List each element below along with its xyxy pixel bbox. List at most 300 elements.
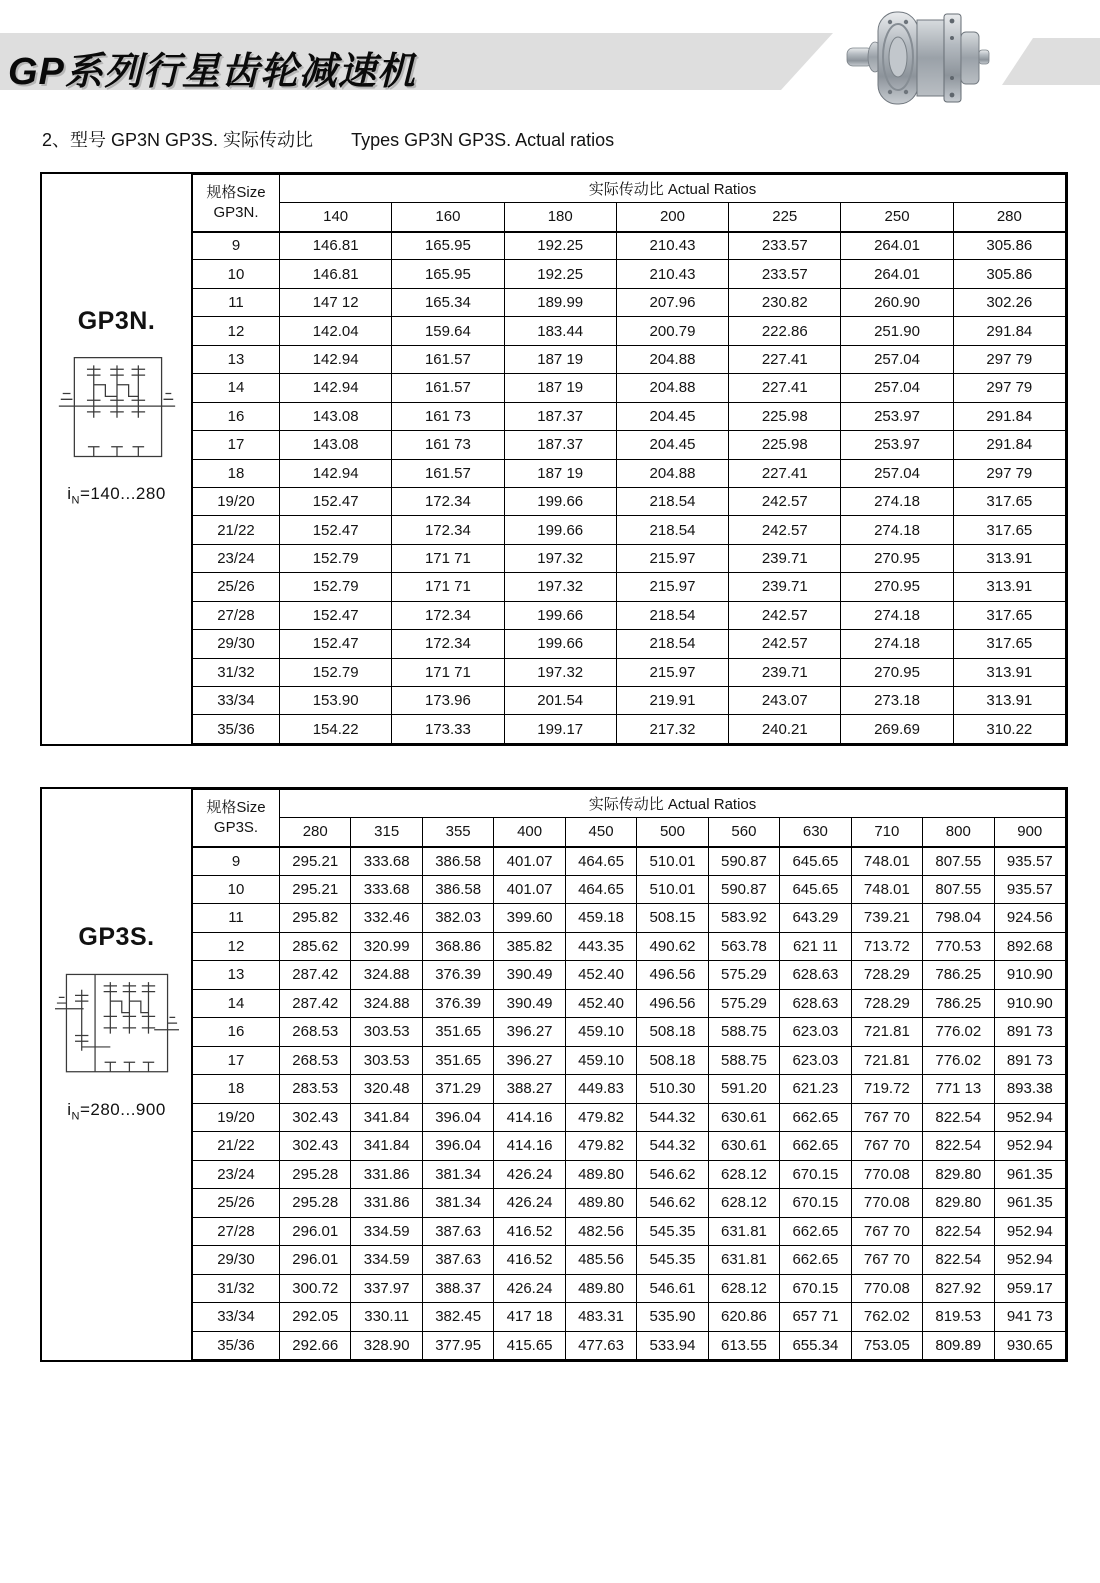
ratio-cell: 822.54 xyxy=(923,1217,994,1246)
ratio-cell: 891 73 xyxy=(994,1018,1065,1047)
ratio-cell: 728.29 xyxy=(851,989,922,1018)
ratio-cell: 295.21 xyxy=(280,875,351,904)
ratio-cell: 341.84 xyxy=(351,1132,422,1161)
size-cell: 11 xyxy=(193,904,280,933)
ratio-cell: 285.62 xyxy=(280,932,351,961)
ratio-cell: 961.35 xyxy=(994,1160,1065,1189)
ratio-cell: 479.82 xyxy=(565,1103,636,1132)
ratio-cell: 251.90 xyxy=(841,317,953,345)
ratio-cell: 283.53 xyxy=(280,1075,351,1104)
ratio-cell: 204.88 xyxy=(616,345,728,373)
ratio-cell: 324.88 xyxy=(351,989,422,1018)
ratio-cell: 510.30 xyxy=(637,1075,708,1104)
ratio-cell: 253.97 xyxy=(841,431,953,459)
size-cell: 33/34 xyxy=(193,1303,280,1332)
ratio-cell: 310.22 xyxy=(953,715,1065,744)
ratio-cell: 459.10 xyxy=(565,1018,636,1047)
size-cell: 17 xyxy=(193,431,280,459)
size-cell: 14 xyxy=(193,989,280,1018)
ratio-cell: 510.01 xyxy=(637,875,708,904)
ratio-cell: 239.71 xyxy=(729,658,841,686)
size-cell: 12 xyxy=(193,317,280,345)
ratio-cell: 153.90 xyxy=(280,687,392,715)
size-cell: 18 xyxy=(193,459,280,487)
table-row xyxy=(193,573,1066,601)
size-cell: 27/28 xyxy=(193,1217,280,1246)
ratio-cell: 485.56 xyxy=(565,1246,636,1275)
size-cell: 13 xyxy=(193,345,280,373)
ratio-cell: 959.17 xyxy=(994,1274,1065,1303)
ratio-cell: 770.08 xyxy=(851,1160,922,1189)
ratio-column-header: 355 xyxy=(422,818,493,847)
size-cell: 27/28 xyxy=(193,601,280,629)
ratio-column-header: 315 xyxy=(351,818,422,847)
ratio-cell: 809.89 xyxy=(923,1331,994,1360)
ratio-cell: 243.07 xyxy=(729,687,841,715)
ratio-cell: 655.34 xyxy=(780,1331,851,1360)
ratio-cell: 827.92 xyxy=(923,1274,994,1303)
ratio-cell: 143.08 xyxy=(280,431,392,459)
size-cell: 29/30 xyxy=(193,1246,280,1275)
ratio-cell: 183.44 xyxy=(504,317,616,345)
table-row xyxy=(193,544,1066,572)
table-row xyxy=(193,961,1066,990)
ratio-cell: 257.04 xyxy=(841,345,953,373)
ratio-cell: 142.94 xyxy=(280,459,392,487)
size-cell: 25/26 xyxy=(193,1189,280,1218)
ratio-cell: 770.08 xyxy=(851,1274,922,1303)
ratio-cell: 575.29 xyxy=(708,989,779,1018)
ratio-column-header: 450 xyxy=(565,818,636,847)
ratio-cell: 508.15 xyxy=(637,904,708,933)
ratio-cell: 242.57 xyxy=(729,487,841,515)
ratio-cell: 291.84 xyxy=(953,431,1065,459)
actual-ratios-header: 实际传动比 Actual Ratios xyxy=(280,175,1066,203)
ratio-cell: 317.65 xyxy=(953,487,1065,515)
ratio-cell: 728.29 xyxy=(851,961,922,990)
ratio-cell: 767 70 xyxy=(851,1103,922,1132)
ratio-cell: 227.41 xyxy=(729,374,841,402)
ratio-cell: 459.10 xyxy=(565,1046,636,1075)
ratio-cell: 670.15 xyxy=(780,1274,851,1303)
ratio-cell: 313.91 xyxy=(953,658,1065,686)
section-title-en: Types GP3N GP3S. Actual ratios xyxy=(351,130,615,150)
ratio-column-header: 225 xyxy=(729,203,841,232)
gp3s-range-label: $i_N=280...900$ xyxy=(67,1099,166,1123)
ratio-cell: 414.16 xyxy=(494,1132,565,1161)
ratio-cell: 152.47 xyxy=(280,487,392,515)
ratio-cell: 753.05 xyxy=(851,1331,922,1360)
ratio-cell: 630.61 xyxy=(708,1132,779,1161)
ratio-cell: 152.47 xyxy=(280,516,392,544)
gp3n-ratios-grid xyxy=(192,174,1066,744)
ratio-column-header: 280 xyxy=(280,818,351,847)
ratio-cell: 172.34 xyxy=(392,630,504,658)
size-cell: 12 xyxy=(193,932,280,961)
ratio-cell: 670.15 xyxy=(780,1160,851,1189)
section-title-zh: 2、型号 GP3N GP3S. 实际传动比 xyxy=(42,130,314,150)
ratio-cell: 891 73 xyxy=(994,1046,1065,1075)
ratio-cell: 200.79 xyxy=(616,317,728,345)
ratio-cell: 219.91 xyxy=(616,687,728,715)
ratio-cell: 961.35 xyxy=(994,1189,1065,1218)
ratio-column-header: 710 xyxy=(851,818,922,847)
ratio-cell: 274.18 xyxy=(841,601,953,629)
ratio-cell: 382.03 xyxy=(422,904,493,933)
ratio-cell: 302.26 xyxy=(953,288,1065,316)
size-cell: 35/36 xyxy=(193,715,280,744)
ratio-cell: 173.96 xyxy=(392,687,504,715)
table-row xyxy=(193,374,1066,402)
ratio-cell: 197.32 xyxy=(504,544,616,572)
gp3n-range-label: $i_N=140...280$ xyxy=(67,484,166,507)
gp3s-model-label: GP3S. xyxy=(78,922,155,951)
table-row xyxy=(193,904,1066,933)
ratio-cell: 260.90 xyxy=(841,288,953,316)
ratio-cell: 302.43 xyxy=(280,1132,351,1161)
ratio-cell: 152.79 xyxy=(280,544,392,572)
ratio-cell: 287.42 xyxy=(280,961,351,990)
ratio-cell: 331.86 xyxy=(351,1189,422,1218)
ratio-cell: 545.35 xyxy=(637,1246,708,1275)
ratio-cell: 297 79 xyxy=(953,459,1065,487)
ratio-cell: 721.81 xyxy=(851,1046,922,1075)
ratio-cell: 300.72 xyxy=(280,1274,351,1303)
size-cell: 23/24 xyxy=(193,1160,280,1189)
table-row xyxy=(193,345,1066,373)
gp3s-ratios-grid xyxy=(192,789,1066,1360)
ratio-cell: 313.91 xyxy=(953,544,1065,572)
ratio-cell: 210.43 xyxy=(616,232,728,260)
ratio-cell: 274.18 xyxy=(841,487,953,515)
ratio-cell: 152.47 xyxy=(280,630,392,658)
ratio-cell: 187.37 xyxy=(504,402,616,430)
ratio-cell: 233.57 xyxy=(729,232,841,260)
ratio-cell: 330.11 xyxy=(351,1303,422,1332)
ratio-cell: 452.40 xyxy=(565,961,636,990)
ratio-cell: 273.18 xyxy=(841,687,953,715)
ratio-cell: 767 70 xyxy=(851,1217,922,1246)
ratio-cell: 199.66 xyxy=(504,516,616,544)
ratio-cell: 893.38 xyxy=(994,1075,1065,1104)
ratio-cell: 388.37 xyxy=(422,1274,493,1303)
gp3n-model-panel xyxy=(42,174,192,744)
ratio-cell: 819.53 xyxy=(923,1303,994,1332)
size-cell: 19/20 xyxy=(193,1103,280,1132)
table-row xyxy=(193,1274,1066,1303)
ratio-cell: 171 71 xyxy=(392,544,504,572)
ratio-cell: 401.07 xyxy=(494,847,565,876)
ratio-cell: 628.12 xyxy=(708,1189,779,1218)
ratio-cell: 171 71 xyxy=(392,658,504,686)
ratio-cell: 628.63 xyxy=(780,961,851,990)
ratio-cell: 575.29 xyxy=(708,961,779,990)
ratio-cell: 215.97 xyxy=(616,573,728,601)
ratio-cell: 173.33 xyxy=(392,715,504,744)
table-row xyxy=(193,1018,1066,1047)
ratio-cell: 295.28 xyxy=(280,1189,351,1218)
ratio-cell: 268.53 xyxy=(280,1046,351,1075)
ratio-cell: 829.80 xyxy=(923,1189,994,1218)
ratio-cell: 146.81 xyxy=(280,232,392,260)
ratio-cell: 239.71 xyxy=(729,544,841,572)
ratio-cell: 489.80 xyxy=(565,1189,636,1218)
ratio-cell: 739.21 xyxy=(851,904,922,933)
ratio-cell: 218.54 xyxy=(616,601,728,629)
ratio-cell: 296.01 xyxy=(280,1246,351,1275)
ratio-cell: 621 11 xyxy=(780,932,851,961)
ratio-cell: 376.39 xyxy=(422,989,493,1018)
table-row xyxy=(193,260,1066,288)
ratio-cell: 207.96 xyxy=(616,288,728,316)
ratio-cell: 426.24 xyxy=(494,1160,565,1189)
ratio-cell: 305.86 xyxy=(953,260,1065,288)
ratio-cell: 426.24 xyxy=(494,1189,565,1218)
ratio-cell: 643.29 xyxy=(780,904,851,933)
ratio-cell: 748.01 xyxy=(851,847,922,876)
ratio-cell: 204.88 xyxy=(616,459,728,487)
ratio-cell: 142.94 xyxy=(280,345,392,373)
table-row xyxy=(193,487,1066,515)
ratio-cell: 390.49 xyxy=(494,989,565,1018)
ratio-cell: 152.79 xyxy=(280,658,392,686)
ratio-cell: 489.80 xyxy=(565,1160,636,1189)
ratio-cell: 390.49 xyxy=(494,961,565,990)
ratio-cell: 376.39 xyxy=(422,961,493,990)
ratio-cell: 770.08 xyxy=(851,1189,922,1218)
ratio-cell: 199.66 xyxy=(504,487,616,515)
ratio-cell: 152.79 xyxy=(280,573,392,601)
table-row xyxy=(193,1217,1066,1246)
size-cell: 19/20 xyxy=(193,487,280,515)
ratio-cell: 533.94 xyxy=(637,1331,708,1360)
banner-band-right xyxy=(1002,38,1100,85)
ratio-cell: 381.34 xyxy=(422,1160,493,1189)
ratio-cell: 334.59 xyxy=(351,1217,422,1246)
ratio-cell: 443.35 xyxy=(565,932,636,961)
page-banner xyxy=(0,0,1100,118)
gp3n-table-body xyxy=(193,232,1066,744)
ratio-cell: 377.95 xyxy=(422,1331,493,1360)
size-cell: 9 xyxy=(193,847,280,876)
ratio-cell: 204.88 xyxy=(616,374,728,402)
ratio-cell: 952.94 xyxy=(994,1132,1065,1161)
ratio-cell: 399.60 xyxy=(494,904,565,933)
ratio-column-header: 900 xyxy=(994,818,1065,847)
gp3n-ratio-table xyxy=(40,172,1068,746)
ratio-cell: 414.16 xyxy=(494,1103,565,1132)
ratio-cell: 187.37 xyxy=(504,431,616,459)
size-column-header: 规格Size GP3N. xyxy=(193,175,280,232)
ratio-cell: 165.34 xyxy=(392,288,504,316)
ratio-cell: 218.54 xyxy=(616,487,728,515)
ratio-cell: 240.21 xyxy=(729,715,841,744)
ratio-cell: 382.45 xyxy=(422,1303,493,1332)
ratio-cell: 496.56 xyxy=(637,961,708,990)
ratio-cell: 225.98 xyxy=(729,402,841,430)
ratio-cell: 496.56 xyxy=(637,989,708,1018)
ratio-cell: 302.43 xyxy=(280,1103,351,1132)
ratio-cell: 490.62 xyxy=(637,932,708,961)
size-cell: 21/22 xyxy=(193,516,280,544)
ratio-cell: 295.21 xyxy=(280,847,351,876)
ratio-cell: 297 79 xyxy=(953,374,1065,402)
ratio-column-header: 630 xyxy=(780,818,851,847)
table-row xyxy=(193,1303,1066,1332)
ratio-cell: 489.80 xyxy=(565,1274,636,1303)
section-title xyxy=(42,126,614,152)
ratio-column-header: 140 xyxy=(280,203,392,232)
ratio-cell: 483.31 xyxy=(565,1303,636,1332)
ratio-cell: 416.52 xyxy=(494,1246,565,1275)
ratio-cell: 154.22 xyxy=(280,715,392,744)
ratio-cell: 892.68 xyxy=(994,932,1065,961)
ratio-cell: 590.87 xyxy=(708,875,779,904)
ratio-cell: 225.98 xyxy=(729,431,841,459)
ratio-cell: 924.56 xyxy=(994,904,1065,933)
ratio-cell: 426.24 xyxy=(494,1274,565,1303)
size-cell: 16 xyxy=(193,402,280,430)
ratio-cell: 386.58 xyxy=(422,847,493,876)
ratio-cell: 822.54 xyxy=(923,1103,994,1132)
gear-reducer-photo-icon xyxy=(845,4,1000,110)
ratio-cell: 776.02 xyxy=(923,1018,994,1047)
ratio-cell: 401.07 xyxy=(494,875,565,904)
ratio-cell: 807.55 xyxy=(923,875,994,904)
ratio-cell: 482.56 xyxy=(565,1217,636,1246)
actual-ratios-header: 实际传动比 Actual Ratios xyxy=(280,790,1066,818)
column-header-row xyxy=(193,818,1066,847)
ratio-cell: 623.03 xyxy=(780,1046,851,1075)
ratio-cell: 172.34 xyxy=(392,601,504,629)
ratio-cell: 351.65 xyxy=(422,1046,493,1075)
ratio-cell: 368.86 xyxy=(422,932,493,961)
ratio-cell: 771 13 xyxy=(923,1075,994,1104)
ratio-cell: 452.40 xyxy=(565,989,636,1018)
ratio-cell: 657 71 xyxy=(780,1303,851,1332)
ratio-cell: 670.15 xyxy=(780,1189,851,1218)
ratio-cell: 257.04 xyxy=(841,459,953,487)
ratio-cell: 477.63 xyxy=(565,1331,636,1360)
page-title: GP系列行星齿轮减速机 xyxy=(8,51,416,93)
ratio-cell: 508.18 xyxy=(637,1018,708,1047)
ratio-cell: 242.57 xyxy=(729,630,841,658)
ratio-cell: 291.84 xyxy=(953,317,1065,345)
ratio-cell: 333.68 xyxy=(351,847,422,876)
ratio-cell: 396.27 xyxy=(494,1046,565,1075)
table-row xyxy=(193,989,1066,1018)
ratio-cell: 459.18 xyxy=(565,904,636,933)
ratio-cell: 935.57 xyxy=(994,847,1065,876)
size-cell: 11 xyxy=(193,288,280,316)
ratio-cell: 930.65 xyxy=(994,1331,1065,1360)
table-row xyxy=(193,715,1066,744)
ratio-cell: 387.63 xyxy=(422,1217,493,1246)
table-row xyxy=(193,1075,1066,1104)
size-cell: 16 xyxy=(193,1018,280,1047)
ratio-cell: 331.86 xyxy=(351,1160,422,1189)
ratio-cell: 161 73 xyxy=(392,431,504,459)
ratio-cell: 192.25 xyxy=(504,260,616,288)
ratio-cell: 264.01 xyxy=(841,260,953,288)
table-row xyxy=(193,1189,1066,1218)
ratio-cell: 313.91 xyxy=(953,573,1065,601)
size-cell: 31/32 xyxy=(193,1274,280,1303)
ratio-cell: 204.45 xyxy=(616,402,728,430)
ratio-cell: 172.34 xyxy=(392,487,504,515)
size-cell: 18 xyxy=(193,1075,280,1104)
gp3n-model-label: GP3N. xyxy=(77,307,156,336)
ratio-cell: 292.66 xyxy=(280,1331,351,1360)
ratio-cell: 199.17 xyxy=(504,715,616,744)
ratio-cell: 242.57 xyxy=(729,516,841,544)
ratio-cell: 242.57 xyxy=(729,601,841,629)
size-cell: 14 xyxy=(193,374,280,402)
ratio-cell: 270.95 xyxy=(841,658,953,686)
table-row xyxy=(193,516,1066,544)
ratio-cell: 628.12 xyxy=(708,1160,779,1189)
ratio-cell: 341.84 xyxy=(351,1103,422,1132)
table-row xyxy=(193,658,1066,686)
ratio-cell: 713.72 xyxy=(851,932,922,961)
size-cell: 13 xyxy=(193,961,280,990)
ratio-cell: 786.25 xyxy=(923,989,994,1018)
ratio-cell: 941 73 xyxy=(994,1303,1065,1332)
ratio-cell: 143.08 xyxy=(280,402,392,430)
ratio-cell: 161.57 xyxy=(392,459,504,487)
ratio-cell: 396.04 xyxy=(422,1132,493,1161)
ratio-cell: 910.90 xyxy=(994,989,1065,1018)
ratio-cell: 910.90 xyxy=(994,961,1065,990)
column-header-row xyxy=(193,203,1066,232)
ratio-cell: 161.57 xyxy=(392,374,504,402)
table-row xyxy=(193,1103,1066,1132)
gp3s-ratio-table xyxy=(40,787,1068,1362)
ratio-cell: 822.54 xyxy=(923,1132,994,1161)
ratio-cell: 620.86 xyxy=(708,1303,779,1332)
ratio-cell: 719.72 xyxy=(851,1075,922,1104)
ratio-cell: 449.83 xyxy=(565,1075,636,1104)
ratio-cell: 147 12 xyxy=(280,288,392,316)
ratio-cell: 204.45 xyxy=(616,431,728,459)
ratio-cell: 385.82 xyxy=(494,932,565,961)
ratio-cell: 215.97 xyxy=(616,544,728,572)
ratio-cell: 142.04 xyxy=(280,317,392,345)
ratio-cell: 334.59 xyxy=(351,1246,422,1275)
ratio-column-header: 500 xyxy=(637,818,708,847)
ratio-cell: 199.66 xyxy=(504,630,616,658)
size-cell: 21/22 xyxy=(193,1132,280,1161)
ratio-cell: 317.65 xyxy=(953,630,1065,658)
table-row xyxy=(193,630,1066,658)
ratio-cell: 239.71 xyxy=(729,573,841,601)
ratio-cell: 274.18 xyxy=(841,516,953,544)
table-row xyxy=(193,431,1066,459)
ratio-cell: 313.91 xyxy=(953,687,1065,715)
table-row xyxy=(193,402,1066,430)
ratio-cell: 268.53 xyxy=(280,1018,351,1047)
ratio-cell: 396.04 xyxy=(422,1103,493,1132)
ratio-cell: 371.29 xyxy=(422,1075,493,1104)
ratio-cell: 645.65 xyxy=(780,875,851,904)
ratio-cell: 222.86 xyxy=(729,317,841,345)
table-row xyxy=(193,601,1066,629)
ratio-cell: 479.82 xyxy=(565,1132,636,1161)
ratio-cell: 291.84 xyxy=(953,402,1065,430)
ratio-cell: 296.01 xyxy=(280,1217,351,1246)
ratio-cell: 197.32 xyxy=(504,658,616,686)
ratio-cell: 270.95 xyxy=(841,544,953,572)
